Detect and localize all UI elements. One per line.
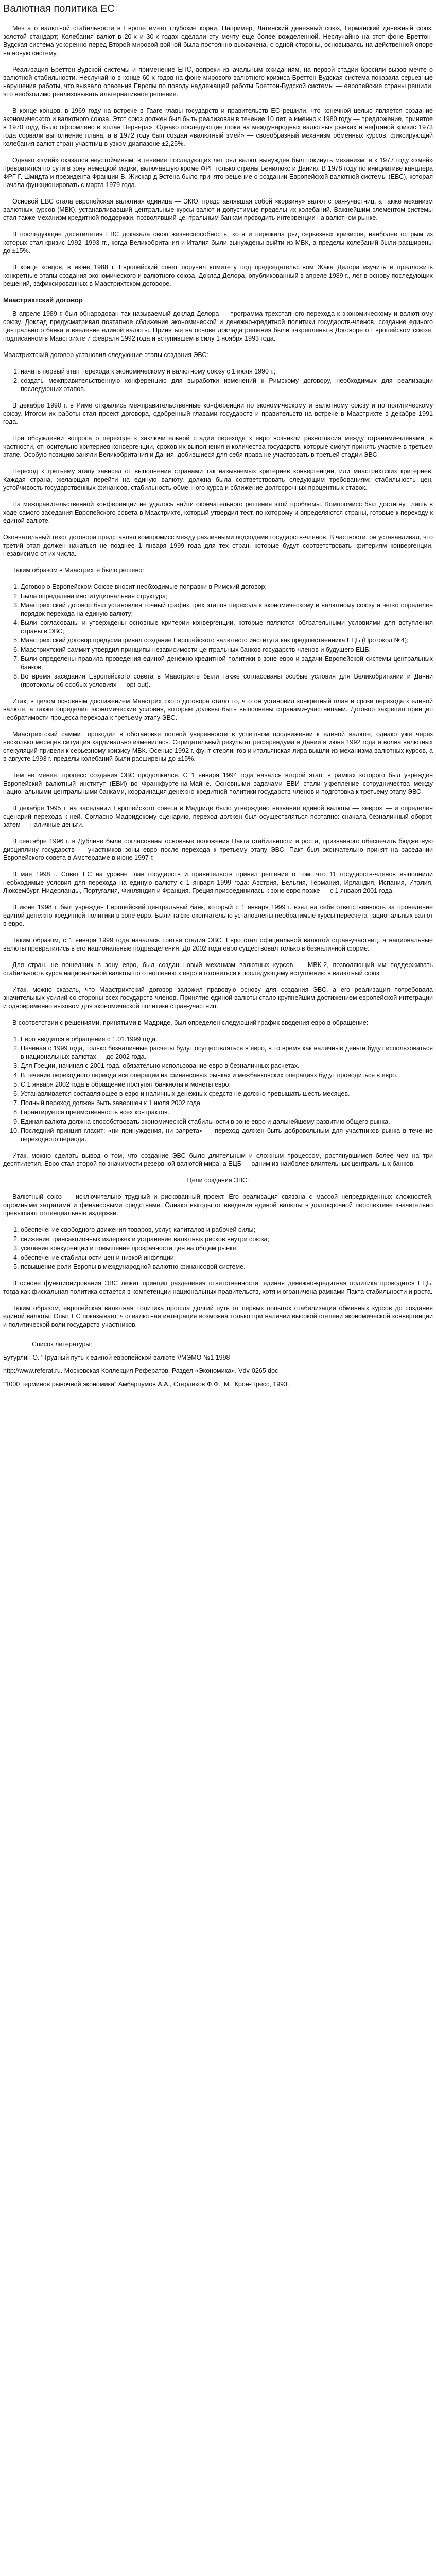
intro-paragraph: Однако «змей» оказался неустойчивым: в течение последующих лет ряд валют вынужден был покинуть механизм, и к 1977 году «змей» превратился по сути в зону немецкой марки, включавшую кроме ФРГ только страны Бенилюкс и Данию. В 1978 году по инициативе канцлера ФРГ Г. Шмидта и президента Франции В. Жискар д'Эстена было принято решение о создании Европейской валютной системы (ЕВС), которая начала функционировать с марта 1979 года. — [3, 157, 433, 189]
list-item: 1. начать первый этап перехода к экономическому и валютному союзу с 1 июля 1990 г.; — [21, 367, 433, 376]
intro-section — [3, 24, 433, 288]
list-item: 4. Были согласованы и утверждены основные критерии конвергенции, которые являются обязательными условиями для вступления страны в ЭВС; — [21, 619, 433, 635]
intro-paragraph: Основой ЕВС стала европейская валютная единица — ЭКЮ, представлявшая собой «корзину» валют стран-участниц, а также механизм валютных курсов (МВК), устанавливавший центральные курсы валют и допустимые пределы их колебаний. Важнейшим элементом системы стал также механизм кредитной поддержки, позволявший центральным банкам проводить интервенции на валютном рынке. — [3, 198, 433, 222]
list-item: 4. В течение переходного периода все операции на финансовых рынках и межбанковских операциях будут проводиться в евро. — [21, 1071, 433, 1079]
list-item: 2. Начиная с 1999 года, только безналичные расчеты будут осуществляться в евро, в то время как наличные деньги будут использоваться в национальных валютах — до 2002 года. — [21, 1044, 433, 1061]
section-paragraph: В апреле 1989 г. был обнародован так называемый доклад Делора — программа трехэтапного перехода к экономическому и валютному союзу. Доклад предусматривал поэтапное сближение экономической и денежно-кредитной политики государств-членов, создание единого центрального банка и введение единой валюты. Принятые на основе доклада решения были закреплены в Договоре о Европейском союзе, подписанном в Маастрихте 7 февраля 1992 года и вступившем в силу 1 ноября 1993 года. — [3, 310, 433, 342]
body-paragraph: Валютный союз — исключительно трудный и рискованный проект. Его реализация связана с массой непредвиденных сложностей, огромными затратами и финансовыми средствами. Однако выгоды от введения единой валюты в долгосрочной перспективе значительно превышают потенциальные издержки. — [3, 1193, 433, 1217]
body-paragraph: Тем не менее, процесс создания ЭВС продолжился. С 1 января 1994 года начался второй этап, в рамках которого был учрежден Европейский валютный институт (ЕВИ) во Франкфурте-на-Майне. Основными задачами ЕВИ стали укрепление сотрудничества между национальными центральными банками, координация денежно-кредитной политики государств-членов и подготовка к третьему этапу ЭВС. — [3, 772, 433, 795]
section-heading: Маастрихтский договор — [3, 296, 83, 304]
stages-list — [3, 367, 433, 393]
list-item: 1. обеспечение свободного движения товаров, услуг, капиталов и рабочей силы; — [21, 1226, 433, 1234]
body-paragraph: В мае 1998 г. Совет ЕС на уровне глав государств и правительств принял решение о том, что 11 государств-членов выполнили необходимые условия для перехода на единую валюту с 1 января 1999 года: Австрия, Бельгия, Германия, Ирландия, Испания, Италия, Люксембург, Нидерланды, Португалия, Финляндия и Франция. Греция присоединилась к зоне евро позже — с 1 января 2001 года. — [3, 871, 433, 894]
list-item: 6. Устанавливается составляющее в евро и наличных денежных средств не должно превышать шесть месяцев. — [21, 1090, 433, 1098]
body-paragraph: Итак, в целом основным достижением Маастрихтского договора стало то, что он установил конкретный план и сроки перехода к единой валюте, а также определил экономические условия, которые должны быть выполнены странами-участницами. Договор закрепил принцип необратимости процесса перехода к третьему этапу ЭВС. — [3, 698, 433, 721]
body-paragraph: В соответствии с решениями, принятыми в Мадриде, был определен следующий график введения евро в обращение: — [12, 1019, 369, 1026]
body-paragraph: Таким образом, с 1 января 1999 года началась третья стадия ЭВС. Евро стал официальной валютой стран-участниц, а национальные валюты превратились в его национальные подразделения. До 2002 года евро существовал только в безналичной форме. — [3, 937, 433, 952]
reference-item: Бутурлин О. "Трудный путь к единой европейской валюте"//МЭМО №1 1998 — [3, 1354, 230, 1361]
reference-item: "1000 терминов рыночной экономики" Амбарцумов А.А., Стерликов Ф.Ф., М., Крон-Пресс, 1993. — [3, 1381, 289, 1388]
list-item: 10. Последний принцип гласит: «ни принуждения, ни запрета» — переход должен быть добровольным для участников рынка в течение переходного периода. — [21, 1127, 433, 1143]
section-paragraph: Маастрихтский договор установил следующие этапы создания ЭВС: — [3, 351, 208, 359]
list-item: 4. обеспечение стабильности цен и низкой инфляции; — [21, 1253, 433, 1262]
intro-paragraph: Реализация Бреттон-Вудской системы и применение ЕПС, вопреки изначальным ожиданиям, на первой стадии бросили вызов мечте о валютной стабильности. Неслучайно в конце 60-х годов на фоне мирового валютного кризиса Бреттон-Вудская система показала серьезные нарушения работы, что вызвало опасения Европы по поводу надлежащей работы Бреттон-Вудской системы — европейские страны решили, что необходимо реализовывать альтернативное решение. — [3, 66, 433, 98]
goals-heading: Цели создания ЭВС: — [187, 1177, 249, 1184]
list-item: 2. снижение трансакционных издержек и устранение валютных рисков внутри союза; — [21, 1235, 433, 1243]
list-item: 9. Единая валюта должна способствовать экономической стабильности в зоне евро и дальнейшему развитию общего рынка. — [21, 1117, 433, 1126]
body-paragraph: Переход к третьему этапу зависел от выполнения странами так называемых критериев конвергенции, или маастрихтских критериев. Каждая страна, желающая перейти на единую валюту, должна была соответствовать следующим требованиям: стабильность цен, устойчивость государственных финансов, стабильность обменного курса и сближение долгосрочных процентных ставок. — [3, 468, 433, 492]
list-item: 1. Евро вводится в обращение с 1.01.1999 года. — [21, 1035, 433, 1043]
list-item: 2. Была определена институциональная структура; — [21, 592, 433, 600]
list-item: 7. Полный переход должен быть завершен к 1 июля 2002 года. — [21, 1099, 433, 1107]
body-paragraph: Окончательный текст договора представлял компромисс между различными подходами государств-членов. В частности, он устанавливал, что третий этап должен начаться не позднее 1 января 1999 года для тех стран, которые будут соответствовать критериям конвергенции, независимо от их числа. — [3, 534, 433, 557]
list-item: 5. повышение роли Европы в международной валютно-финансовой системе. — [21, 1263, 433, 1271]
intro-paragraph: Мечта о валютной стабильности в Европе имеет глубокие корни. Например, Латинский денежный союз, Германский денежный союз, золотой стандарт; Колебания валют в 20-х и 30-х годах сделали эту мечту еще более вожделенной. Неслучайно на этот фоне Бреттон-Вудская система ускоренно перед Второй мировой войной была постоянно выхвачена, с одной стороны, основываясь на действенной опоре на новую систему. — [3, 25, 433, 57]
list-item: 8. Во время заседания Европейского совета в Маастрихте были также согласованы особые условия для Великобритании и Дании (протоколы об особых условиях — opt-out). — [21, 672, 433, 689]
body-paragraph: При обсуждении вопроса о переходе к заключительной стадии перехода к евро возникли разногласия между странами-членами, в частности, относительно критериев конвергенции, сроков их выполнения и количества государств, которые смогут принять участие в третьем этапе. Особую позицию заняли Великобритания и Дания, добившиеся для себя права не участвовать в третьей стадии ЭВС. — [3, 435, 433, 459]
list-item: 7. Были определены правила проведения единой денежно-кредитной политики в зоне евро и задачи Европейской системы центральных банков; — [21, 655, 433, 671]
list-item: 3. Маастрихтский договор был установлен точный график трех этапов перехода к экономическому и валютному союзу и четко определен порядок перехода на единую валюту; — [21, 601, 433, 618]
list-item: 5. Маастрихтский договор предусматривал создание Европейского валютного института как предшественника ЕЦБ (Протокол №4); — [21, 636, 433, 645]
body-paragraph: В сентябре 1996 г. в Дублине были согласованы основные положения Пакта стабильности и роста, призванного обеспечить бюджетную дисциплину государств — участников зоны евро после перехода к третьему этапу ЭВС. Пакт был окончательно принят на заседании Европейского совета в Амстердаме в июне 1997 г. — [3, 838, 433, 861]
list-item: 6. Маастрихтский саммит утвердил принципы независимости центральных банков государств-членов и будущего ЕЦБ; — [21, 646, 433, 654]
intro-paragraph: В конце концов, в 1969 году на встрече в Гааге главы государств и правительств ЕС решили, что конечной целью является создание экономического и валютного союза. Этот союз должен был быть реализован в течение 10 лет, а именно к 1980 году — предложение, принятое в 1970 году, было оформлено в «план Вернера». Однако последующие шоки на международных валютных рынках и нефтяной кризис 1973 года сорвали выполнение плана, а в 1972 году был создан «валютный змей» — своеобразный механизм обменных курсов, фиксирующий колебания валют стран-участниц в узком диапазоне ±2,25%. — [3, 107, 433, 147]
body-paragraph: В июне 1998 г. был учрежден Европейский центральный банк, который с 1 января 1999 г. взял на себя ответственность за проведение единой денежно-кредитной политики в зоне евро. Были также окончательно установлены необратимые курсы пересчета национальных валют в евро. — [3, 904, 433, 927]
references-section — [3, 1340, 433, 1388]
intro-paragraph: В конце концов, в июне 1988 г. Европейский совет поручил комитету под председательством Жака Делора изучить и предложить конкретные этапы создания экономического и валютного союза. Доклад Делора, опубликованный в апреле 1989 г., лег в основу последующих решений, зафиксированных в Маастрихтском договоре. — [3, 264, 433, 287]
body-paragraph: Для стран, не вошедших в зону евро, был создан новый механизм валютных курсов — МВК-2, позволяющий им поддерживать стабильность курса национальной валюты по отношению к евро и готовиться к последующему вступлению в валютный союз. — [3, 961, 433, 977]
body-paragraph: На межправительственной конференции не удалось найти окончательного решения этой проблемы. Компромисс был достигнут лишь в ходе самого заседания Европейского совета в Маастрихте, который утвердил тест, по которому и определяются страны, готовые к переходу к единой валюте. — [3, 501, 433, 524]
body-paragraph: Итак, можно сказать, что Маастрихтский договор заложил правовую основу для создания ЭВС, а его реализация потребовала значительных усилий со стороны всех государств-членов. Принятие единой валюты стало крупнейшим достижением европейской интеграции и одновременно вызовом для экономической политики стран-участниц. — [3, 986, 433, 1010]
list-item: 3. усиление конкуренции и повышение прозрачности цен на общем рынке; — [21, 1244, 433, 1252]
list-item: 1. Договор о Европейском Союзе вносит необходимые поправки в Римский договор; — [21, 583, 433, 591]
reference-item: http://www.referat.ru. Московская Коллекция Рефератов. Раздел «Экономика». Vdv-0265.doc — [3, 1367, 278, 1375]
goals-list — [3, 1226, 433, 1271]
body-paragraph: В декабре 1990 г. в Риме открылись межправительственные конференции по экономическому и валютному союзу и по политическому союзу. Итогом их работы стал проект договора, одобренный главами государств и правительств на встрече в Маастрихте в декабре 1991 года. — [3, 402, 433, 426]
body-paragraph: Маастрихтский саммит проходил в обстановке полной уверенности в успешном продвижении к единой валюте, однако уже через несколько месяцев ситуация кардинально изменилась. Отрицательный результат референдума в Дании в июне 1992 года и волна валютных спекуляций привели к серьезному кризису МВК. Осенью 1992 г. фунт стерлингов и итальянская лира вышли из механизма валютных курсов, а в августе 1993 г. пределы колебаний были расширены до ±15%. — [3, 731, 433, 762]
maastricht-section — [3, 310, 433, 1329]
body-paragraph: Итак, можно сделать вывод о том, что создание ЭВС было длительным и сложным процессом, растянувшимся более чем на три десятилетия. Евро стал второй по значимости резервной валютой мира, а ЕЦБ — одним из наиболее влиятельных центральных банков. — [3, 1152, 433, 1167]
decisions-list — [3, 583, 433, 689]
list-item: 8. Гарантируется преемственность всех контрактов. — [21, 1108, 433, 1116]
body-paragraph: Таким образом в Маастрихте было решено: — [12, 567, 144, 574]
references-title: Список литературы: — [32, 1341, 92, 1348]
intro-paragraph: В последующие десятилетия ЕВС доказала свою жизнеспособность, хотя и пережила ряд серьезных кризисов, наиболее острым из которых стал кризис 1992–1993 гг., когда Великобритания и Италия были вынуждены выйти из МВК, а пределы колебаний были расширены до ±15%. — [3, 231, 433, 255]
timeline-list — [3, 1035, 433, 1143]
list-item: 2. создать межправительственную конференцию для выработки изменений к Римскому договору, необходимых для реализации последующих этапов. — [21, 377, 433, 393]
body-paragraph: В декабре 1995 г. на заседании Европейского совета в Мадриде было утверждено название единой валюты — «евро» — и определен сценарий перехода к ней. Согласно Мадридскому сценарию, переход должен был осуществляться поэтапно: сначала безналичный оборот, затем — наличные деньги. — [3, 805, 433, 828]
body-paragraph: Таким образом, европейская валютная политика прошла долгий путь от первых попыток стабилизации обменных курсов до создания единой валюты. Опыт ЕС показывает, что валютная интеграция возможна только при наличии высокой степени экономической конвергенции и политической воли государств-участников. — [3, 1304, 433, 1328]
list-item: 5. С 1 января 2002 года в обращение поступят банкноты и монеты евро. — [21, 1080, 433, 1089]
body-paragraph: В основе функционирования ЭВС лежит принцип разделения ответственности: единая денежно-кредитная политика проводится ЕЦБ, тогда как фискальная политика остается в компетенции национальных правительств, хотя и ограничена рамками Пакта стабильности и роста. — [3, 1280, 433, 1295]
list-item: 3. Для Греции, начиная с 2001 года, обязательно использование евро в безналичных расчетах. — [21, 1062, 433, 1070]
page-title: Валютная политика ЕС — [3, 3, 115, 14]
